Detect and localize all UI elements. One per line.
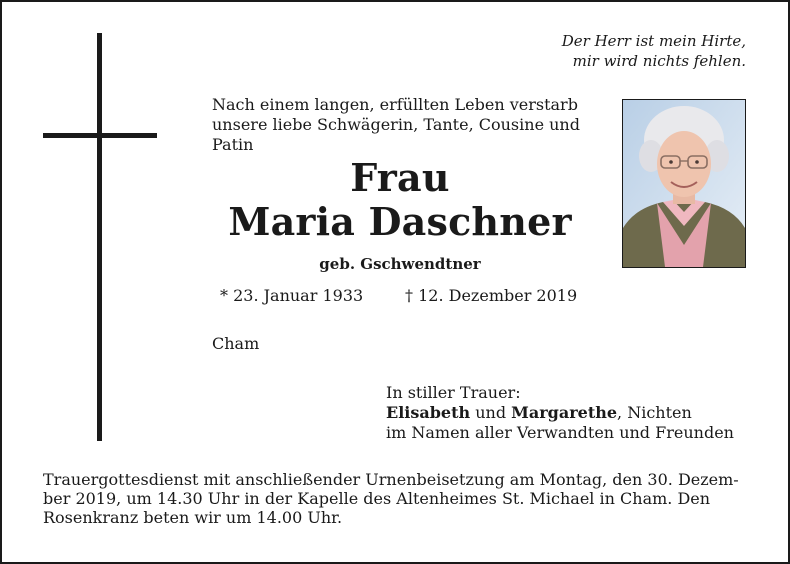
- cross-horizontal-bar: [43, 133, 157, 138]
- deceased-name: Maria Daschner: [228, 199, 572, 244]
- place: Cham: [212, 334, 260, 353]
- portrait-photo: [622, 99, 746, 268]
- mourners-block: [386, 383, 766, 443]
- mourners-relation: , Nichten: [617, 403, 692, 422]
- psalm-line-2: mir wird nichts fehlen.: [572, 52, 746, 70]
- birth-date: * 23. Januar 1933: [220, 286, 364, 305]
- service-notice: [43, 470, 746, 527]
- service-line-2: ber 2019, um 14.30 Uhr in der Kapelle des Altenheimes St. Michael in Cham. Den: [43, 489, 711, 508]
- mourners-heading: In stiller Trauer:: [386, 383, 521, 402]
- intro-text: [212, 95, 602, 155]
- mourner-name-2: Margarethe: [511, 403, 618, 422]
- birth-name: geb. Gschwendtner: [319, 255, 481, 273]
- intro-line-3: Patin: [212, 135, 254, 154]
- psalm-line-1: Der Herr ist mein Hirte,: [561, 32, 746, 50]
- service-line-3: Rosenkranz beten wir um 14.00 Uhr.: [43, 508, 343, 527]
- death-date: † 12. Dezember 2019: [405, 286, 578, 305]
- cross-vertical-bar: [97, 33, 102, 441]
- portrait-illustration: [623, 100, 745, 267]
- intro-line-2: unsere liebe Schwägerin, Tante, Cousine und: [212, 115, 580, 134]
- mourner-name-1: Elisabeth: [386, 403, 471, 422]
- mourners-line-3: im Namen aller Verwandten und Freunden: [386, 423, 734, 442]
- intro-line-1: Nach einem langen, erfüllten Leben verstarb: [212, 95, 578, 114]
- service-line-1: Trauergottesdienst mit anschließender Urnenbeisetzung am Montag, den 30. Dezem-: [43, 470, 739, 489]
- psalm-quote: [486, 31, 746, 71]
- mourners-names: [386, 403, 766, 423]
- mourners-connector: und: [470, 403, 512, 422]
- salutation: Frau: [350, 155, 450, 200]
- deceased-title: [212, 156, 588, 244]
